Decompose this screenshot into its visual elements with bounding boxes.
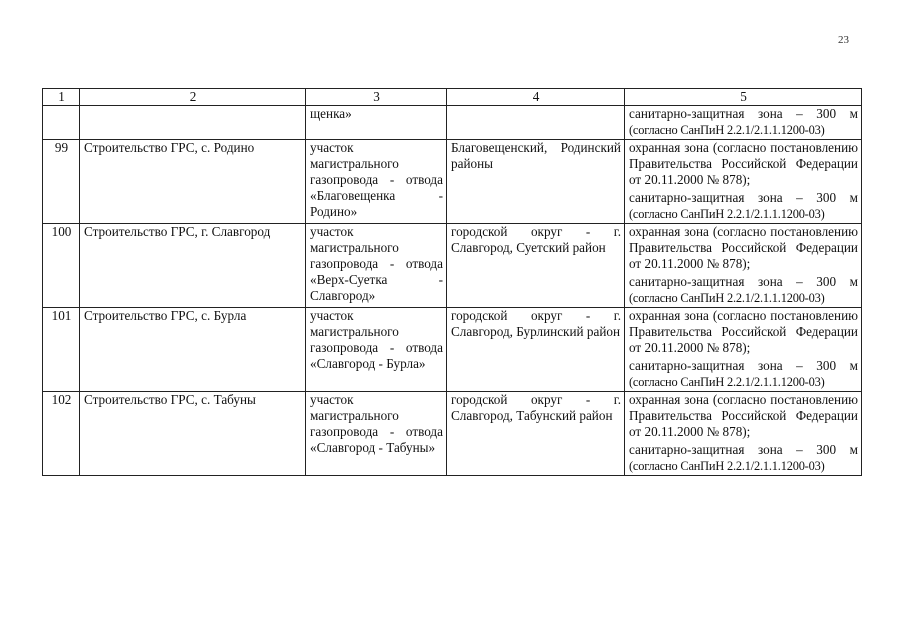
table-row — [43, 308, 862, 392]
row-number: 102 — [43, 392, 80, 476]
column-header: 2 — [80, 89, 306, 106]
protection-zone-text: охранная зона (согласно постановлению Правительства Российской Федерации от 20.11.2000 № 878); — [629, 224, 858, 271]
sanpin-ref-text: (согласно СанПиН 2.2.1/2.1.1.1200-03) — [629, 123, 825, 137]
column-header: 3 — [306, 89, 447, 106]
location-cell: участок магистрального газопровода - отвода «Славгород - Табуны» — [306, 392, 447, 476]
page-number: 23 — [838, 34, 849, 46]
zones-cell — [625, 224, 862, 308]
objects-table — [42, 88, 862, 476]
sanpin-ref-text: (согласно СанПиН 2.2.1/2.1.1.1200-03) — [629, 207, 825, 221]
table-row — [43, 392, 862, 476]
object-name: Строительство ГРС, с. Родино — [80, 140, 306, 224]
column-header: 4 — [447, 89, 625, 106]
row-number: 99 — [43, 140, 80, 224]
territory-cell: городской округ - г. Славгород, Бурлинский район — [447, 308, 625, 392]
zones-cell — [625, 392, 862, 476]
sanpin-ref-text: (согласно СанПиН 2.2.1/2.1.1.1200-03) — [629, 291, 825, 305]
territory-cell: городской округ - г. Славгород, Суетский район — [447, 224, 625, 308]
header-row — [43, 89, 862, 106]
row-number — [43, 106, 80, 140]
zones-cell — [625, 106, 862, 140]
location-cell: щенка» — [306, 106, 447, 140]
object-name: Строительство ГРС, г. Славгород — [80, 224, 306, 308]
table-row — [43, 106, 862, 140]
row-number: 100 — [43, 224, 80, 308]
protection-zone-text: охранная зона (согласно постановлению Правительства Российской Федерации от 20.11.2000 № 878); — [629, 308, 858, 355]
location-cell: участок магистрального газопровода - отвода «Славгород - Бурла» — [306, 308, 447, 392]
sanpin-ref-text: (согласно СанПиН 2.2.1/2.1.1.1200-03) — [629, 375, 825, 389]
protection-zone-text: охранная зона (согласно постановлению Правительства Российской Федерации от 20.11.2000 № 878); — [629, 392, 858, 439]
zones-cell — [625, 140, 862, 224]
sanitary-zone-text: санитарно-защитная зона – 300 м — [629, 442, 858, 457]
column-header: 1 — [43, 89, 80, 106]
location-cell: участок магистрального газопровода - отвода «Верх-Суетка - Славгород» — [306, 224, 447, 308]
object-name: Строительство ГРС, с. Бурла — [80, 308, 306, 392]
sanpin-ref-text: (согласно СанПиН 2.2.1/2.1.1.1200-03) — [629, 459, 825, 473]
zones-cell — [625, 308, 862, 392]
object-name: Строительство ГРС, с. Табуны — [80, 392, 306, 476]
row-number: 101 — [43, 308, 80, 392]
protection-zone-text: охранная зона (согласно постановлению Правительства Российской Федерации от 20.11.2000 № 878); — [629, 140, 858, 187]
location-cell: участок магистрального газопровода - отвода «Благовещенка - Родино» — [306, 140, 447, 224]
sanitary-zone-text: санитарно-защитная зона – 300 м — [629, 106, 858, 121]
sanitary-zone-text: санитарно-защитная зона – 300 м — [629, 190, 858, 205]
table-row — [43, 140, 862, 224]
territory-cell: Благовещенский, Родинский районы — [447, 140, 625, 224]
sanitary-zone-text: санитарно-защитная зона – 300 м — [629, 358, 858, 373]
object-name — [80, 106, 306, 140]
territory-cell — [447, 106, 625, 140]
table-row — [43, 224, 862, 308]
column-header: 5 — [625, 89, 862, 106]
sanitary-zone-text: санитарно-защитная зона – 300 м — [629, 274, 858, 289]
territory-cell: городской округ - г. Славгород, Табунский район — [447, 392, 625, 476]
